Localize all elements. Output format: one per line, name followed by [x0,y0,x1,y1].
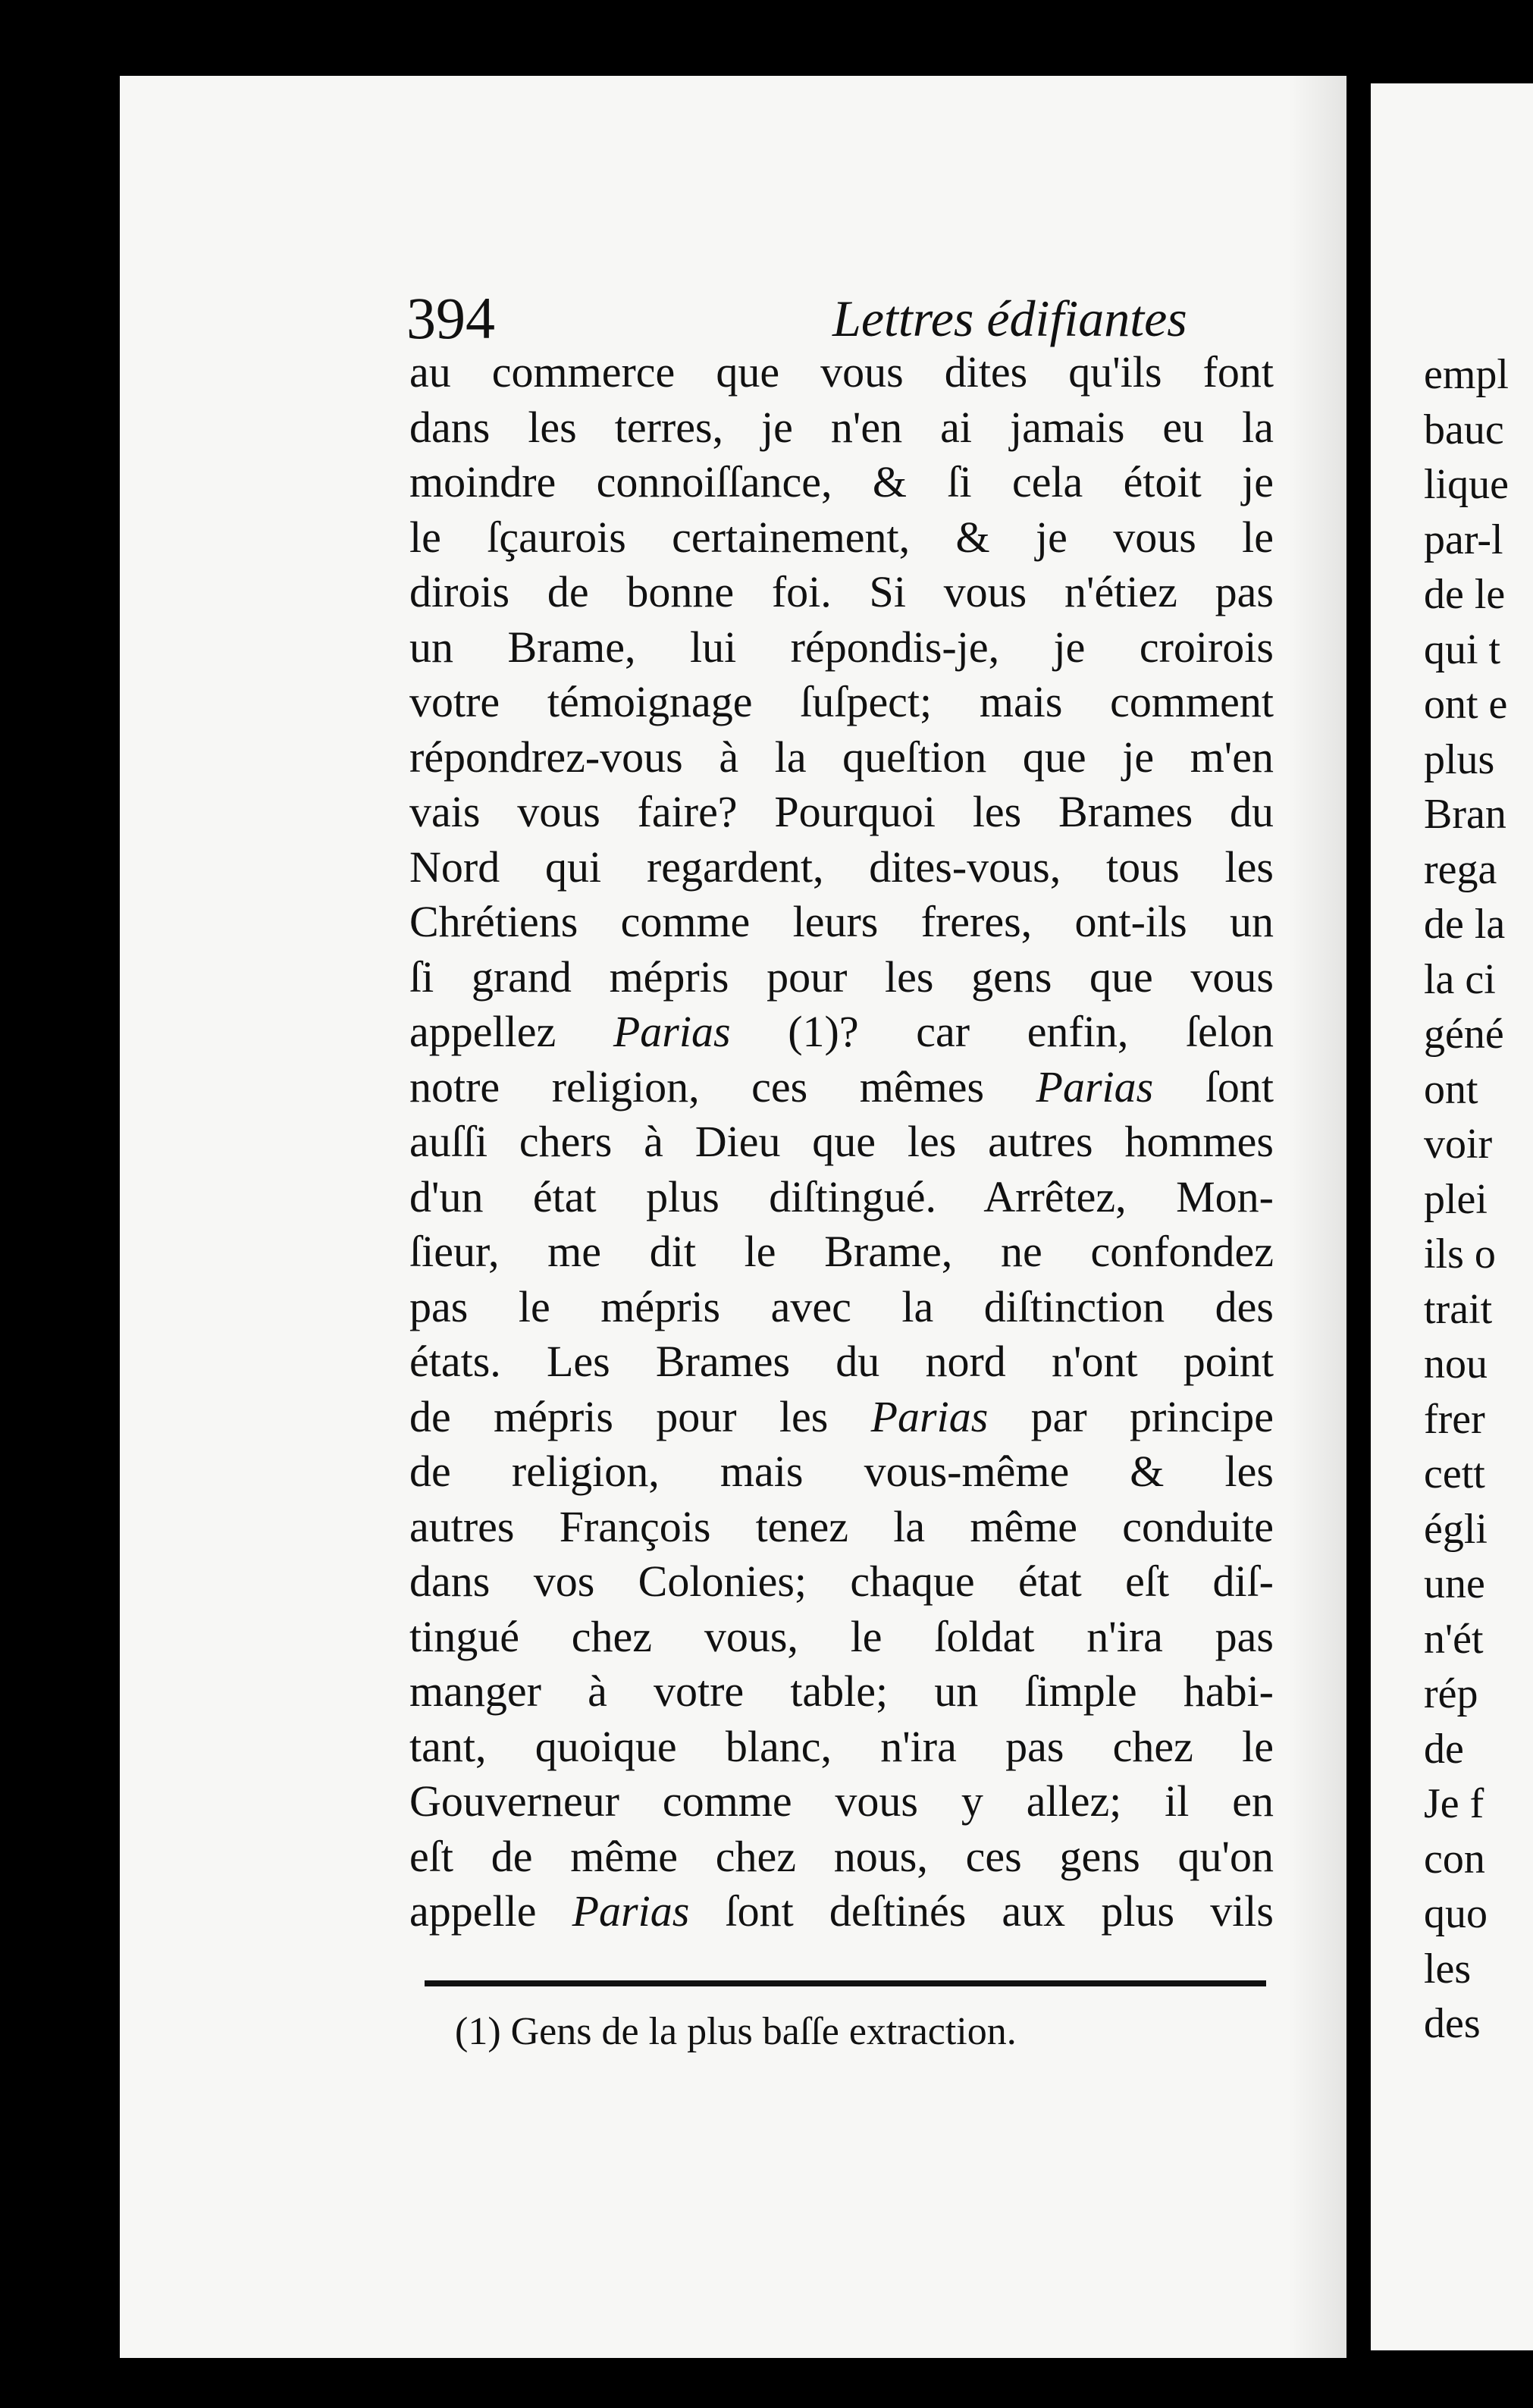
text-line: de mépris pour les Parias par principe [409,1391,1274,1441]
text-line: appelle Parias ſont deſtinés aux plus vils [409,1886,1274,1936]
facing-line: des [1424,2000,1481,2047]
text-line: Chrétiens comme leurs freres, ont-ils un [409,897,1274,946]
text-line: d'un état plus diſtingué. Arrêtez, Mon- [409,1171,1274,1221]
text-line: Gouverneur comme vous y allez; il en [409,1776,1274,1826]
facing-line: rép [1424,1670,1478,1717]
text-line: autres François tenez la même conduite [409,1501,1274,1551]
facing-line: de [1424,1725,1464,1773]
facing-line: égli [1424,1505,1488,1553]
italic-term: Parias [613,1007,731,1056]
text-line: tant, quoique blanc, n'ira pas chez le [409,1721,1274,1771]
text-line: dans vos Colonies; chaque état eſt diſ- [409,1557,1274,1606]
text-line: auſſi chers à Dieu que les autres hommes [409,1117,1274,1166]
italic-term: Parias [572,1886,690,1936]
facing-line: plei [1424,1175,1488,1223]
text-line: tingué chez vous, le ſoldat n'ira pas [409,1611,1274,1661]
facing-line: rega [1424,845,1497,893]
text-line: votre témoignage ſuſpect; mais comment [409,677,1274,726]
text-line: ſi grand mépris pour les gens que vous [409,952,1274,1002]
text-line: dans les terres, je n'en ai jamais eu la [409,402,1274,452]
text-line: répondrez-vous à la queſtion que je m'en [409,732,1274,782]
italic-term: Parias [870,1391,989,1441]
text-line: appellez Parias (1)? car enfin, ſelon [409,1007,1274,1056]
text-line: vais vous faire? Pourquoi les Brames du [409,787,1274,836]
text-line: eſt de même chez nous, ces gens qu'on [409,1831,1274,1881]
facing-line: frer [1424,1395,1485,1443]
facing-line: con [1424,1835,1485,1883]
facing-line: géné [1424,1011,1504,1058]
text-line: dirois de bonne foi. Si vous n'étiez pas [409,567,1274,616]
facing-line: ont [1424,1065,1478,1113]
italic-term: Parias [1036,1061,1154,1112]
facing-line: plus [1424,735,1495,783]
facing-page-text [1424,347,1509,2052]
facing-line: quo [1424,1890,1488,1937]
text-line: au commerce que vous dites qu'ils font [409,347,1274,397]
facing-line: de la [1424,901,1506,948]
gutter-shadow [1289,76,1346,2358]
page-number: 394 [406,285,495,351]
text-line: notre religion, ces mêmes Parias ſont [409,1061,1274,1112]
facing-line: ont e [1424,681,1508,728]
text-line: ſieur, me dit le Brame, ne confondez [409,1227,1274,1276]
facing-line: Bran [1424,791,1506,838]
text-line: le ſçaurois certainement, & je vous le [409,512,1274,562]
facing-line: voir [1424,1121,1493,1168]
text-line: moindre connoiſſance, & ſi cela étoit je [409,457,1274,506]
facing-line: lique [1424,461,1509,508]
facing-line: nou [1424,1340,1488,1387]
text-line: de religion, mais vous-même & les [409,1447,1274,1496]
footnote: (1) Gens de la plus baſſe extraction. [455,2010,1017,2053]
facing-line: qui t [1424,626,1501,673]
facing-line: une [1424,1560,1485,1607]
text-line: états. Les Brames du nord n'ont point [409,1337,1274,1386]
text-line: pas le mépris avec la diſtinction des [409,1281,1274,1331]
text-line: manger à votre table; un ſimple habi- [409,1666,1274,1716]
facing-line: ils o [1424,1231,1496,1278]
facing-line: par-l [1424,516,1503,563]
running-title: Lettres édifiantes [832,290,1187,347]
facing-page [1371,83,1533,2350]
body-text [409,345,1274,1939]
facing-line: trait [1424,1285,1493,1333]
facing-line: cett [1424,1450,1485,1497]
facing-line: bauc [1424,406,1504,453]
facing-line: de le [1424,571,1506,618]
text-line: Nord qui regardent, dites-vous, tous les [409,842,1274,892]
facing-line: empl [1424,351,1509,398]
text-line: un Brame, lui répondis-je, je croirois [409,622,1274,672]
facing-line: n'ét [1424,1615,1484,1663]
facing-line: la ci [1424,955,1496,1003]
footnote-rule [425,1980,1266,1986]
facing-line: Je f [1424,1780,1484,1827]
facing-line: les [1424,1945,1472,1993]
